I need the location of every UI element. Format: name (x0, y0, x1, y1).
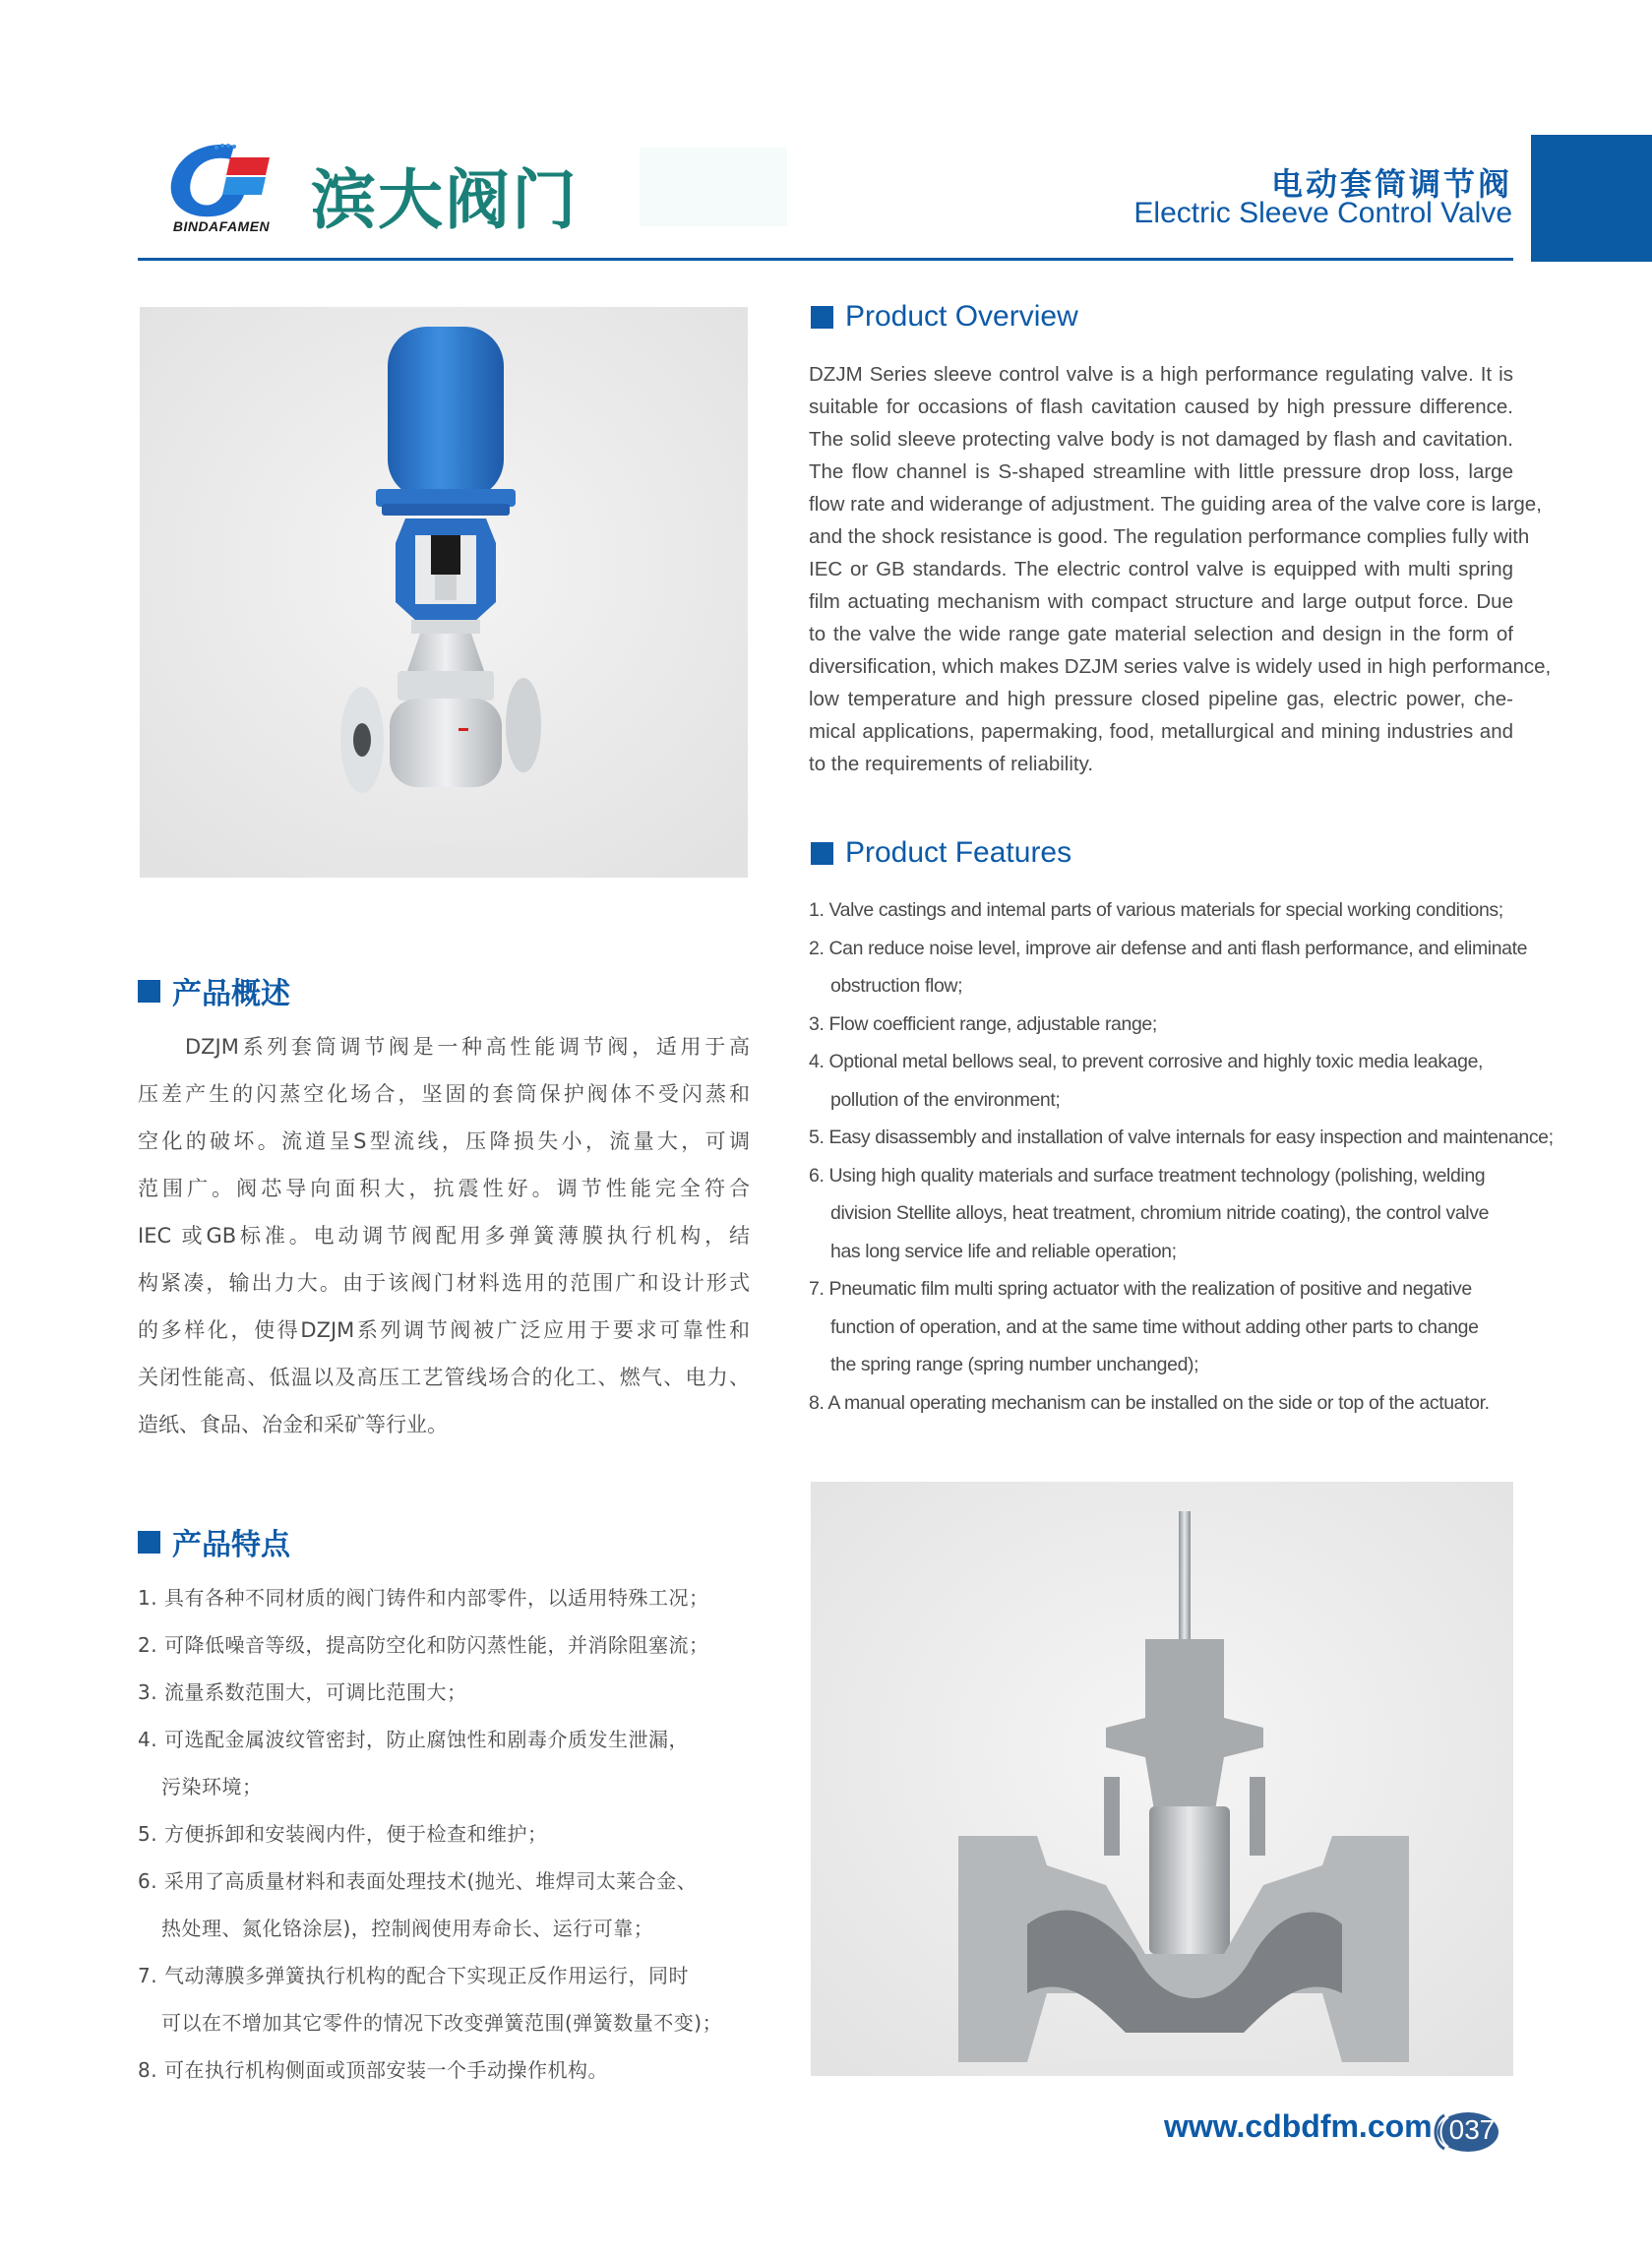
paragraph-line: flow rate and widerange of adjustment. The guiding area of the valve core is large, (809, 493, 1542, 516)
section-heading-cn-features (138, 1520, 290, 1563)
paragraph-line: 压差产生的闪蒸空化场合，坚固的套筒保护阀体不受闪蒸和 (138, 1082, 750, 1106)
heading-square-icon (138, 980, 160, 1003)
cn-overview-text (138, 1023, 750, 1448)
list-item-continuation: has long service life and reliable operation; (830, 1240, 1177, 1262)
cutaway-photo (811, 1482, 1513, 2076)
list-item: 5. Easy disassembly and installation of valve internals for easy inspection and maintenance; (809, 1127, 1554, 1148)
list-item-continuation: 污染环境； (161, 1775, 263, 1799)
paragraph-line: suitable for occasions of flash cavitation caused by high pressure difference. (809, 396, 1513, 418)
page-number: 037 (1448, 2114, 1496, 2145)
list-item: 6. Using high quality materials and surface treatment technology (polishing, welding (809, 1164, 1486, 1187)
paragraph-line: The flow channel is S-shaped streamline with little pressure drop loss, large (809, 460, 1513, 483)
page-title-cn: 电动套筒调节阀 (1270, 165, 1512, 203)
paragraph-line: low temperature and high pressure closed pipeline gas, electric power, che- (809, 688, 1513, 710)
paragraph-line: DZJM Series sleeve control valve is a high performance regulating valve. It is (809, 363, 1513, 386)
heading-text: 产品特点 (172, 1528, 290, 1562)
heading-square-icon (811, 306, 833, 329)
product-overview-text (809, 358, 1552, 780)
heading-square-icon (138, 1531, 160, 1554)
section-heading-cn-overview (138, 969, 290, 1012)
brand-name-cn: 滨大阀门 (311, 162, 579, 238)
paragraph-line: 构紧凑，输出力大。由于该阀门材料选用的范围广和设计形式 (138, 1271, 750, 1295)
page-number-badge (1429, 2111, 1499, 2153)
list-item: 6. 采用了高质量材料和表面处理技术(抛光、堆焊司太莱合金、 (138, 1869, 698, 1893)
list-item-continuation: pollution of the environment; (830, 1088, 1061, 1111)
list-item: 1. 具有各种不同材质的阀门铸件和内部零件，以适用特殊工况； (138, 1586, 709, 1610)
list-item: 5. 方便拆卸和安装阀内件，便于检查和维护； (138, 1822, 548, 1846)
paragraph-line: IEC or GB standards. The electric control valve is equipped with multi spring (809, 558, 1513, 580)
paragraph-line: and the shock resistance is good. The regulation performance complies fully with (809, 525, 1530, 548)
header-watermark (640, 148, 787, 226)
paragraph-line: 空化的破坏。流道呈S型流线，压降损失小，流量大，可调 (138, 1129, 750, 1153)
company-logo (157, 138, 285, 246)
logo-mark-icon (157, 138, 285, 221)
list-item: 2. Can reduce noise level, improve air defense and anti flash performance, and eliminate (809, 937, 1528, 959)
paragraph-line: film actuating mechanism with compact structure and large output force. Due (809, 590, 1513, 613)
list-item: 3. Flow coefficient range, adjustable range; (809, 1012, 1157, 1035)
list-item: 1. Valve castings and intemal parts of various materials for special working conditions; (809, 899, 1503, 921)
list-item: 7. Pneumatic film multi spring actuator with the realization of positive and negative (809, 1278, 1472, 1300)
paragraph-line: The solid sleeve protecting valve body is not damaged by flash and cavitation. (809, 428, 1513, 451)
product-features-list (809, 891, 1554, 1422)
list-item: 4. Optional metal bellows seal, to prevent corrosive and highly toxic media leakage, (809, 1051, 1484, 1072)
list-item: 2. 可降低噪音等级，提高防空化和防闪蒸性能，并消除阻塞流； (138, 1633, 709, 1657)
header-divider (138, 258, 1513, 261)
heading-text: Product Overview (845, 300, 1078, 333)
paragraph-line: to the requirements of reliability. (809, 753, 1094, 775)
list-item-continuation: 可以在不增加其它零件的情况下改变弹簧范围(弹簧数量不变)； (161, 2011, 723, 2035)
paragraph-line: DZJM系列套筒调节阀是一种高性能调节阀，适用于高 (185, 1035, 750, 1059)
heading-text: Product Features (845, 836, 1072, 869)
paragraph-line: 关闭性能高、低温以及高压工艺管线场合的化工、燃气、电力、 (138, 1366, 750, 1389)
page-title-en: Electric Sleeve Control Valve (1133, 197, 1512, 229)
website-link[interactable]: www.cdbdfm.com (1164, 2108, 1433, 2144)
paragraph-line: 范围广。阀芯导向面积大，抗震性好。调节性能完全符合 (138, 1177, 750, 1200)
list-item-continuation: 热处理、氮化铬涂层)，控制阀使用寿命长、运行可靠； (161, 1917, 654, 1940)
list-item: 3. 流量系数范围大，可调比范围大； (138, 1680, 467, 1704)
section-heading-product-features (811, 836, 1071, 870)
heading-text: 产品概述 (172, 977, 290, 1011)
list-item: 4. 可选配金属波纹管密封，防止腐蚀性和剧毒介质发生泄漏， (138, 1728, 689, 1751)
list-item: 8. A manual operating mechanism can be installed on the side or top of the actuator. (809, 1391, 1490, 1414)
list-item-continuation: function of operation, and at the same time without adding other parts to change (830, 1315, 1479, 1338)
paragraph-line: IEC 或GB标准。电动调节阀配用多弹簧薄膜执行机构，结 (138, 1224, 750, 1248)
list-item-continuation: division Stellite alloys, heat treatment, chromium nitride coating), the control valve (830, 1202, 1490, 1224)
logo-text: BINDAFAMEN (172, 218, 271, 234)
corner-accent-block (1531, 135, 1652, 262)
paragraph-line: mical applications, papermaking, food, metallurgical and mining industries and (809, 720, 1513, 743)
list-item-continuation: obstruction flow; (830, 975, 963, 997)
cn-features-list (138, 1574, 754, 2094)
paragraph-line: diversification, which makes DZJM series valve is widely used in high performance, (809, 655, 1552, 678)
list-item-continuation: the spring range (spring number unchanged); (830, 1354, 1199, 1375)
list-item: 8. 可在执行机构侧面或顶部安装一个手动操作机构。 (138, 2058, 608, 2082)
paragraph-line: to the valve the wide range gate material selection and design in the form of (809, 623, 1513, 645)
heading-square-icon (811, 842, 833, 865)
section-heading-product-overview (811, 300, 1078, 334)
paragraph-line: 造纸、食品、冶金和采矿等行业。 (138, 1413, 448, 1436)
list-item: 7. 气动薄膜多弹簧执行机构的配合下实现正反作用运行，同时 (138, 1964, 689, 1987)
paragraph-line: 的多样化，使得DZJM系列调节阀被广泛应用于要求可靠性和 (138, 1318, 750, 1342)
product-photo (140, 307, 748, 878)
